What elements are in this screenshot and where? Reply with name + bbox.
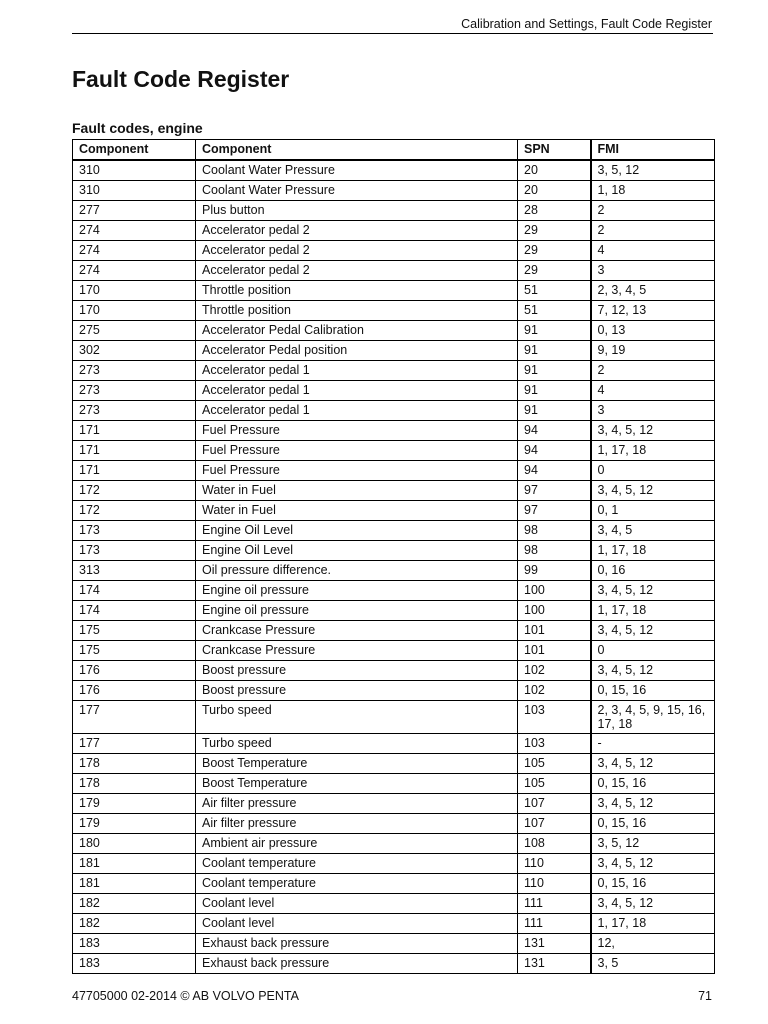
cell-component: Air filter pressure [196, 814, 518, 834]
table-row [73, 701, 715, 734]
cell-spn: 110 [518, 854, 591, 874]
cell-component-id: 171 [73, 441, 196, 461]
cell-component-id: 182 [73, 894, 196, 914]
cell-spn: 107 [518, 794, 591, 814]
header-rule [72, 33, 713, 34]
cell-component: Fuel Pressure [196, 441, 518, 461]
cell-spn: 110 [518, 874, 591, 894]
table-row [73, 401, 715, 421]
cell-fmi: 0, 15, 16 [591, 874, 715, 894]
cell-component-id: 175 [73, 621, 196, 641]
cell-component: Coolant level [196, 894, 518, 914]
cell-component: Water in Fuel [196, 481, 518, 501]
cell-component: Coolant level [196, 914, 518, 934]
cell-component: Engine oil pressure [196, 581, 518, 601]
table-row [73, 181, 715, 201]
cell-component: Turbo speed [196, 701, 518, 734]
cell-component: Boost pressure [196, 681, 518, 701]
cell-fmi: 3, 4, 5, 12 [591, 581, 715, 601]
cell-component: Accelerator Pedal Calibration [196, 321, 518, 341]
cell-fmi: 3 [591, 261, 715, 281]
cell-component-id: 273 [73, 401, 196, 421]
cell-component-id: 302 [73, 341, 196, 361]
table-row [73, 774, 715, 794]
table-row [73, 301, 715, 321]
column-header-spn: SPN [518, 140, 591, 161]
cell-spn: 111 [518, 914, 591, 934]
cell-component: Exhaust back pressure [196, 934, 518, 954]
cell-spn: 98 [518, 541, 591, 561]
cell-spn: 91 [518, 361, 591, 381]
cell-fmi: 12, [591, 934, 715, 954]
table-row [73, 160, 715, 181]
cell-fmi: 2 [591, 221, 715, 241]
cell-component-id: 171 [73, 461, 196, 481]
table-row [73, 341, 715, 361]
cell-component-id: 176 [73, 661, 196, 681]
table-row [73, 621, 715, 641]
cell-spn: 111 [518, 894, 591, 914]
cell-fmi: 0, 16 [591, 561, 715, 581]
cell-fmi: 3, 4, 5, 12 [591, 854, 715, 874]
cell-fmi: 4 [591, 381, 715, 401]
cell-component: Turbo speed [196, 734, 518, 754]
cell-fmi: - [591, 734, 715, 754]
cell-component: Accelerator Pedal position [196, 341, 518, 361]
table-row [73, 834, 715, 854]
cell-spn: 107 [518, 814, 591, 834]
table-row [73, 814, 715, 834]
cell-component-id: 274 [73, 221, 196, 241]
table-row [73, 601, 715, 621]
cell-component: Accelerator pedal 2 [196, 221, 518, 241]
cell-fmi: 2 [591, 201, 715, 221]
cell-spn: 105 [518, 774, 591, 794]
cell-component-id: 274 [73, 241, 196, 261]
cell-spn: 101 [518, 621, 591, 641]
table-row [73, 521, 715, 541]
cell-component-id: 176 [73, 681, 196, 701]
cell-fmi: 0 [591, 461, 715, 481]
cell-component-id: 181 [73, 854, 196, 874]
cell-spn: 91 [518, 381, 591, 401]
cell-spn: 101 [518, 641, 591, 661]
cell-component: Coolant temperature [196, 854, 518, 874]
cell-component-id: 174 [73, 601, 196, 621]
cell-fmi: 0 [591, 641, 715, 661]
cell-fmi: 3, 5 [591, 954, 715, 974]
cell-fmi: 0, 13 [591, 321, 715, 341]
cell-component-id: 174 [73, 581, 196, 601]
page-title: Fault Code Register [72, 66, 290, 92]
cell-fmi: 2, 3, 4, 5, 9, 15, 16, 17, 18 [591, 701, 715, 734]
cell-spn: 94 [518, 421, 591, 441]
table-row [73, 581, 715, 601]
cell-spn: 20 [518, 160, 591, 181]
cell-spn: 29 [518, 221, 591, 241]
cell-component: Boost Temperature [196, 754, 518, 774]
cell-component-id: 171 [73, 421, 196, 441]
cell-component: Engine Oil Level [196, 541, 518, 561]
cell-component-id: 181 [73, 874, 196, 894]
column-header-fmi: FMI [591, 140, 715, 161]
cell-component-id: 183 [73, 934, 196, 954]
cell-component-id: 170 [73, 301, 196, 321]
cell-component-id: 274 [73, 261, 196, 281]
cell-component: Accelerator pedal 1 [196, 401, 518, 421]
cell-spn: 94 [518, 461, 591, 481]
table-row [73, 441, 715, 461]
cell-component-id: 313 [73, 561, 196, 581]
cell-component: Accelerator pedal 2 [196, 261, 518, 281]
cell-fmi: 3, 5, 12 [591, 834, 715, 854]
table-row [73, 794, 715, 814]
cell-fmi: 1, 17, 18 [591, 441, 715, 461]
table-row [73, 461, 715, 481]
table-row [73, 734, 715, 754]
column-header-component: Component [196, 140, 518, 161]
cell-spn: 29 [518, 261, 591, 281]
table-row [73, 421, 715, 441]
cell-component: Boost pressure [196, 661, 518, 681]
cell-component: Exhaust back pressure [196, 954, 518, 974]
table-row [73, 381, 715, 401]
table-row [73, 241, 715, 261]
cell-fmi: 1, 17, 18 [591, 541, 715, 561]
cell-fmi: 3, 4, 5, 12 [591, 754, 715, 774]
cell-spn: 97 [518, 501, 591, 521]
cell-component: Coolant Water Pressure [196, 160, 518, 181]
page-number: 71 [698, 989, 712, 1003]
cell-component: Ambient air pressure [196, 834, 518, 854]
cell-component-id: 310 [73, 181, 196, 201]
cell-fmi: 0, 15, 16 [591, 681, 715, 701]
cell-component-id: 178 [73, 774, 196, 794]
cell-spn: 102 [518, 681, 591, 701]
cell-component-id: 172 [73, 481, 196, 501]
table-row [73, 221, 715, 241]
cell-component-id: 170 [73, 281, 196, 301]
cell-fmi: 3, 5, 12 [591, 160, 715, 181]
cell-component: Water in Fuel [196, 501, 518, 521]
cell-component-id: 173 [73, 541, 196, 561]
cell-fmi: 9, 19 [591, 341, 715, 361]
cell-component-id: 175 [73, 641, 196, 661]
table-row [73, 681, 715, 701]
table-row [73, 481, 715, 501]
table-row [73, 321, 715, 341]
cell-fmi: 3, 4, 5, 12 [591, 661, 715, 681]
cell-component-id: 277 [73, 201, 196, 221]
cell-fmi: 1, 17, 18 [591, 601, 715, 621]
cell-spn: 98 [518, 521, 591, 541]
cell-component-id: 172 [73, 501, 196, 521]
cell-component: Engine oil pressure [196, 601, 518, 621]
cell-component: Plus button [196, 201, 518, 221]
table-row [73, 281, 715, 301]
cell-spn: 51 [518, 301, 591, 321]
table-row [73, 501, 715, 521]
cell-component: Accelerator pedal 1 [196, 381, 518, 401]
table-row [73, 954, 715, 974]
cell-spn: 20 [518, 181, 591, 201]
column-header-component-id: Component [73, 140, 196, 161]
footer-doc-info: 47705000 02-2014 © AB VOLVO PENTA [72, 989, 299, 1003]
cell-spn: 100 [518, 581, 591, 601]
table-row [73, 914, 715, 934]
table-row [73, 934, 715, 954]
cell-fmi: 3, 4, 5, 12 [591, 421, 715, 441]
cell-spn: 29 [518, 241, 591, 261]
cell-spn: 94 [518, 441, 591, 461]
cell-fmi: 0, 1 [591, 501, 715, 521]
table-row [73, 201, 715, 221]
table-row [73, 541, 715, 561]
cell-component-id: 273 [73, 361, 196, 381]
cell-fmi: 3, 4, 5, 12 [591, 481, 715, 501]
cell-fmi: 3, 4, 5, 12 [591, 894, 715, 914]
table-row [73, 754, 715, 774]
cell-component: Accelerator pedal 2 [196, 241, 518, 261]
cell-component-id: 179 [73, 794, 196, 814]
table-row [73, 854, 715, 874]
cell-component: Throttle position [196, 281, 518, 301]
cell-spn: 91 [518, 401, 591, 421]
cell-fmi: 3, 4, 5, 12 [591, 621, 715, 641]
cell-component: Engine Oil Level [196, 521, 518, 541]
table-row [73, 641, 715, 661]
cell-component-id: 273 [73, 381, 196, 401]
cell-component-id: 182 [73, 914, 196, 934]
cell-fmi: 7, 12, 13 [591, 301, 715, 321]
cell-component-id: 173 [73, 521, 196, 541]
cell-fmi: 1, 18 [591, 181, 715, 201]
cell-fmi: 0, 15, 16 [591, 814, 715, 834]
cell-spn: 103 [518, 734, 591, 754]
cell-spn: 108 [518, 834, 591, 854]
cell-component: Coolant temperature [196, 874, 518, 894]
cell-component-id: 177 [73, 734, 196, 754]
cell-fmi: 3, 4, 5 [591, 521, 715, 541]
cell-spn: 97 [518, 481, 591, 501]
cell-component: Air filter pressure [196, 794, 518, 814]
cell-fmi: 3, 4, 5, 12 [591, 794, 715, 814]
cell-component: Throttle position [196, 301, 518, 321]
cell-spn: 99 [518, 561, 591, 581]
cell-component-id: 310 [73, 160, 196, 181]
running-head: Calibration and Settings, Fault Code Register [461, 17, 712, 31]
cell-fmi: 1, 17, 18 [591, 914, 715, 934]
cell-component-id: 177 [73, 701, 196, 734]
cell-fmi: 2, 3, 4, 5 [591, 281, 715, 301]
table-row [73, 261, 715, 281]
cell-component: Accelerator pedal 1 [196, 361, 518, 381]
cell-spn: 103 [518, 701, 591, 734]
cell-fmi: 3 [591, 401, 715, 421]
fault-code-table [72, 139, 715, 974]
cell-spn: 91 [518, 321, 591, 341]
cell-component-id: 179 [73, 814, 196, 834]
cell-fmi: 2 [591, 361, 715, 381]
cell-component: Coolant Water Pressure [196, 181, 518, 201]
cell-component-id: 183 [73, 954, 196, 974]
cell-spn: 131 [518, 954, 591, 974]
table-row [73, 561, 715, 581]
cell-spn: 91 [518, 341, 591, 361]
cell-spn: 131 [518, 934, 591, 954]
section-title: Fault codes, engine [72, 120, 203, 136]
table-header-row [73, 140, 715, 161]
cell-component: Fuel Pressure [196, 461, 518, 481]
table-row [73, 894, 715, 914]
cell-spn: 105 [518, 754, 591, 774]
cell-component: Crankcase Pressure [196, 641, 518, 661]
cell-component: Fuel Pressure [196, 421, 518, 441]
cell-component-id: 180 [73, 834, 196, 854]
cell-component-id: 275 [73, 321, 196, 341]
cell-fmi: 4 [591, 241, 715, 261]
cell-component: Boost Temperature [196, 774, 518, 794]
table-row [73, 661, 715, 681]
cell-fmi: 0, 15, 16 [591, 774, 715, 794]
table-row [73, 361, 715, 381]
table-row [73, 874, 715, 894]
cell-component: Oil pressure difference. [196, 561, 518, 581]
cell-spn: 100 [518, 601, 591, 621]
cell-component-id: 178 [73, 754, 196, 774]
cell-spn: 102 [518, 661, 591, 681]
cell-component: Crankcase Pressure [196, 621, 518, 641]
cell-spn: 51 [518, 281, 591, 301]
cell-spn: 28 [518, 201, 591, 221]
